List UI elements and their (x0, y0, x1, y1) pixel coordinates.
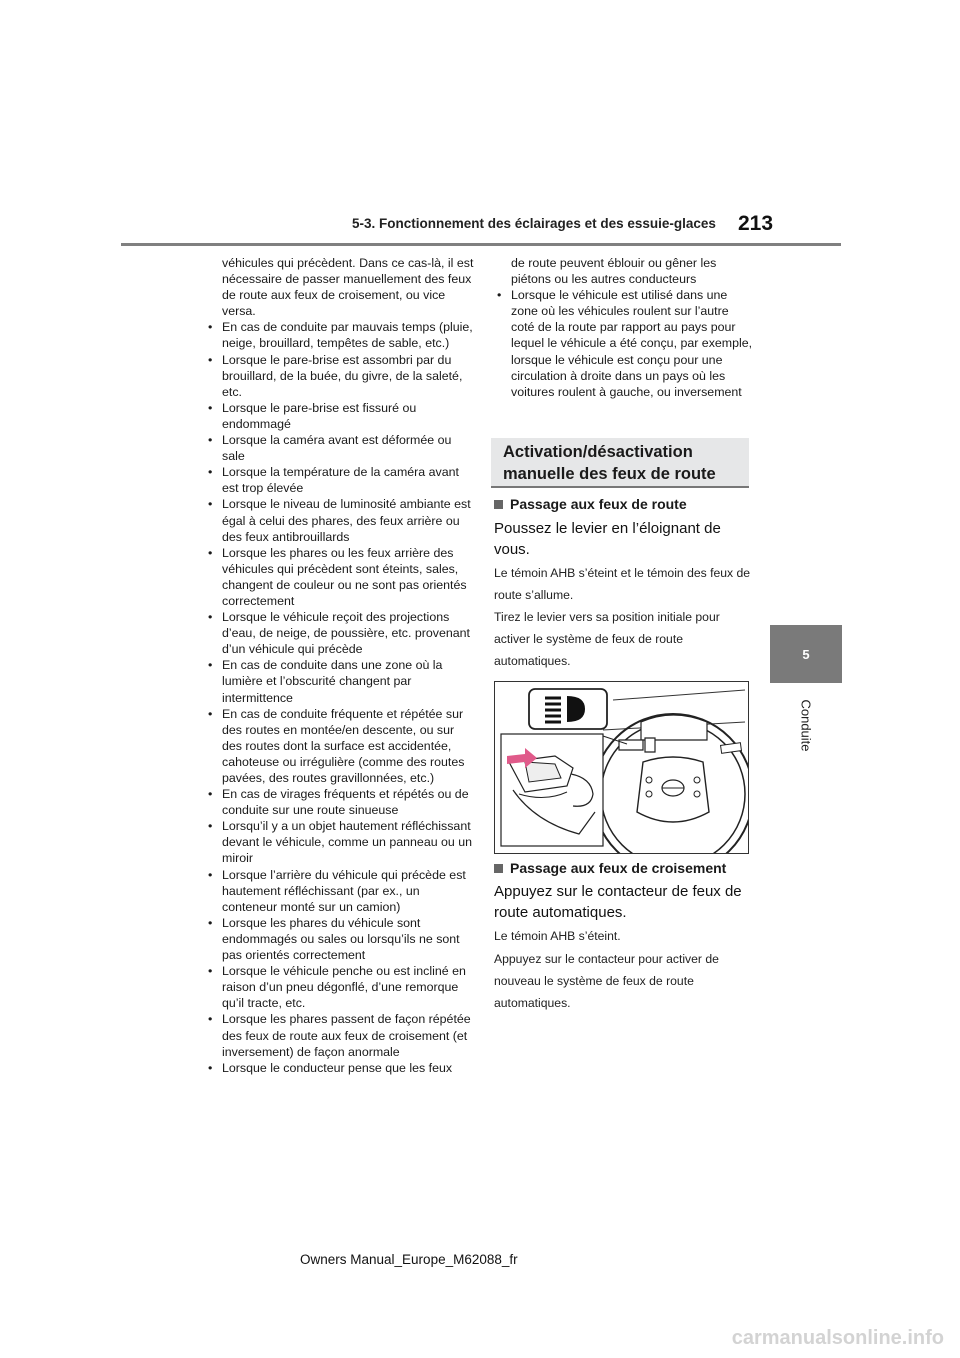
list-item: • Lorsque le véhicule reçoit des projections d’eau, de neige, de poussière, etc. provenant d’un véhicule qui précède (202, 609, 474, 657)
high-beam-heading (494, 496, 687, 512)
page-number: 213 (738, 212, 774, 235)
watermark: carmanualsonline.info (731, 1327, 944, 1349)
list-item: • Lorsque les phares ou les feux arrière des véhicules qui précèdent sont éteints, sales, changent de couleur ou ne sont pas orientés correctement (202, 545, 474, 609)
chapter-tab[interactable] (770, 625, 842, 683)
list-item: • Lorsque la caméra avant est déformée ou sale (202, 432, 474, 464)
section-title-line2: manuelle des feux de route (503, 465, 716, 483)
section-title-line1: Activation/désactivation (503, 443, 693, 461)
list-item: • Lorsque le pare-brise est assombri par du brouillard, de la buée, du givre, de la saleté, etc. (202, 352, 474, 400)
list-item: • En cas de virages fréquents et répétés ou de conduite sur une route sinueuse (202, 786, 474, 818)
list-item: • Lorsque le niveau de luminosité ambiante est égal à celui des phares, des feux arrière ou des feux antibrouillards (202, 496, 474, 544)
section-header-title: 5-3. Fonctionnement des éclairages et des essuie-glaces (352, 216, 716, 231)
low-beam-instruction: Appuyez sur le contacteur de feux de route automatiques. (494, 883, 742, 921)
list-item: • Lorsque les phares du véhicule sont endommagés ou sales ou lorsqu’ils ne sont pas orientés correctement (202, 915, 474, 963)
list-item: • Lorsque le véhicule penche ou est incliné en raison d’un pneu dégonflé, d’une remorque qu’il tracte, etc. (202, 963, 474, 1011)
square-bullet-icon (494, 500, 503, 509)
left-bullet-list (202, 319, 474, 1075)
list-item: • Lorsque le conducteur pense que les feux (202, 1060, 474, 1076)
high-beam-note-2: Tirez le levier vers sa position initiale pour activer le système de feux de route automatiques. (494, 610, 720, 668)
list-item: • En cas de conduite fréquente et répétée sur des routes en montée/en descente, ou sur des routes dont la surface est accidentée, cahoteuse ou irrégulière (comme des routes pavées, des routes gravillonnées, etc.) (202, 706, 474, 786)
low-beam-heading-text: Passage aux feux de croisement (510, 860, 727, 876)
footer-text: Owners Manual_Europe_M62088_fr (300, 1252, 518, 1267)
list-item: • Lorsqu’il y a un objet hautement réfléchissant devant le véhicule, comme un panneau ou un miroir (202, 818, 474, 866)
high-beam-instruction: Poussez le levier en l’éloignant de vous. (494, 520, 721, 558)
high-beam-lever-illustration (494, 681, 749, 854)
header-rule (121, 243, 841, 246)
list-item: • Lorsque les phares passent de façon répétée des feux de route aux feux de croisement (et inversement) de façon anormale (202, 1011, 474, 1059)
left-lead-text: véhicules qui précèdent. Dans ce cas-là, il est nécessaire de passer manuellement des feux de route aux feux de croisement, ou vice versa. (222, 256, 474, 319)
chapter-number: 5 (802, 646, 810, 662)
right-bullet-list (491, 287, 753, 400)
section-heading-box (491, 438, 749, 488)
high-beam-note-1: Le témoin AHB s’éteint et le témoin des feux de route s’allume. (494, 566, 751, 602)
list-item: • Lorsque la température de la caméra avant est trop élevée (202, 464, 474, 496)
high-beam-heading-text: Passage aux feux de route (510, 496, 687, 512)
low-beam-note-1: Le témoin AHB s’éteint. (494, 929, 621, 943)
list-item: • Lorsque le pare-brise est fissuré ou endommagé (202, 400, 474, 432)
square-bullet-icon (494, 864, 503, 873)
right-column (491, 255, 753, 400)
low-beam-heading (494, 860, 726, 876)
low-beam-note-2: Appuyez sur le contacteur pour activer de nouveau le système de feux de route automatiques. (494, 952, 719, 1010)
list-item: • Lorsque le véhicule est utilisé dans une zone où les véhicules roulent sur l’autre coté de la route par rapport au pays pour lequel le véhicule a été conçu, par exemple, lorsque le véhicule est conçu pour une circulation à droite dans un pays où les voitures roulent à gauche, ou inversement (491, 287, 753, 400)
chapter-label-text: Conduite (798, 698, 814, 752)
list-item: • En cas de conduite dans une zone où la lumière et l’obscurité changent par intermittence (202, 657, 474, 705)
right-lead-text: de route peuvent éblouir ou gêner les piétons ou les autres conducteurs (511, 256, 717, 287)
list-item: • En cas de conduite par mauvais temps (pluie, neige, brouillard, tempêtes de sable, etc.) (202, 319, 474, 351)
chapter-label (783, 694, 829, 756)
left-column (202, 255, 474, 1076)
steering-wheel-illustration-icon (495, 682, 748, 853)
list-item: • Lorsque l’arrière du véhicule qui précède est hautement réfléchissant (par ex., un conteneur monté sur un camion) (202, 867, 474, 915)
